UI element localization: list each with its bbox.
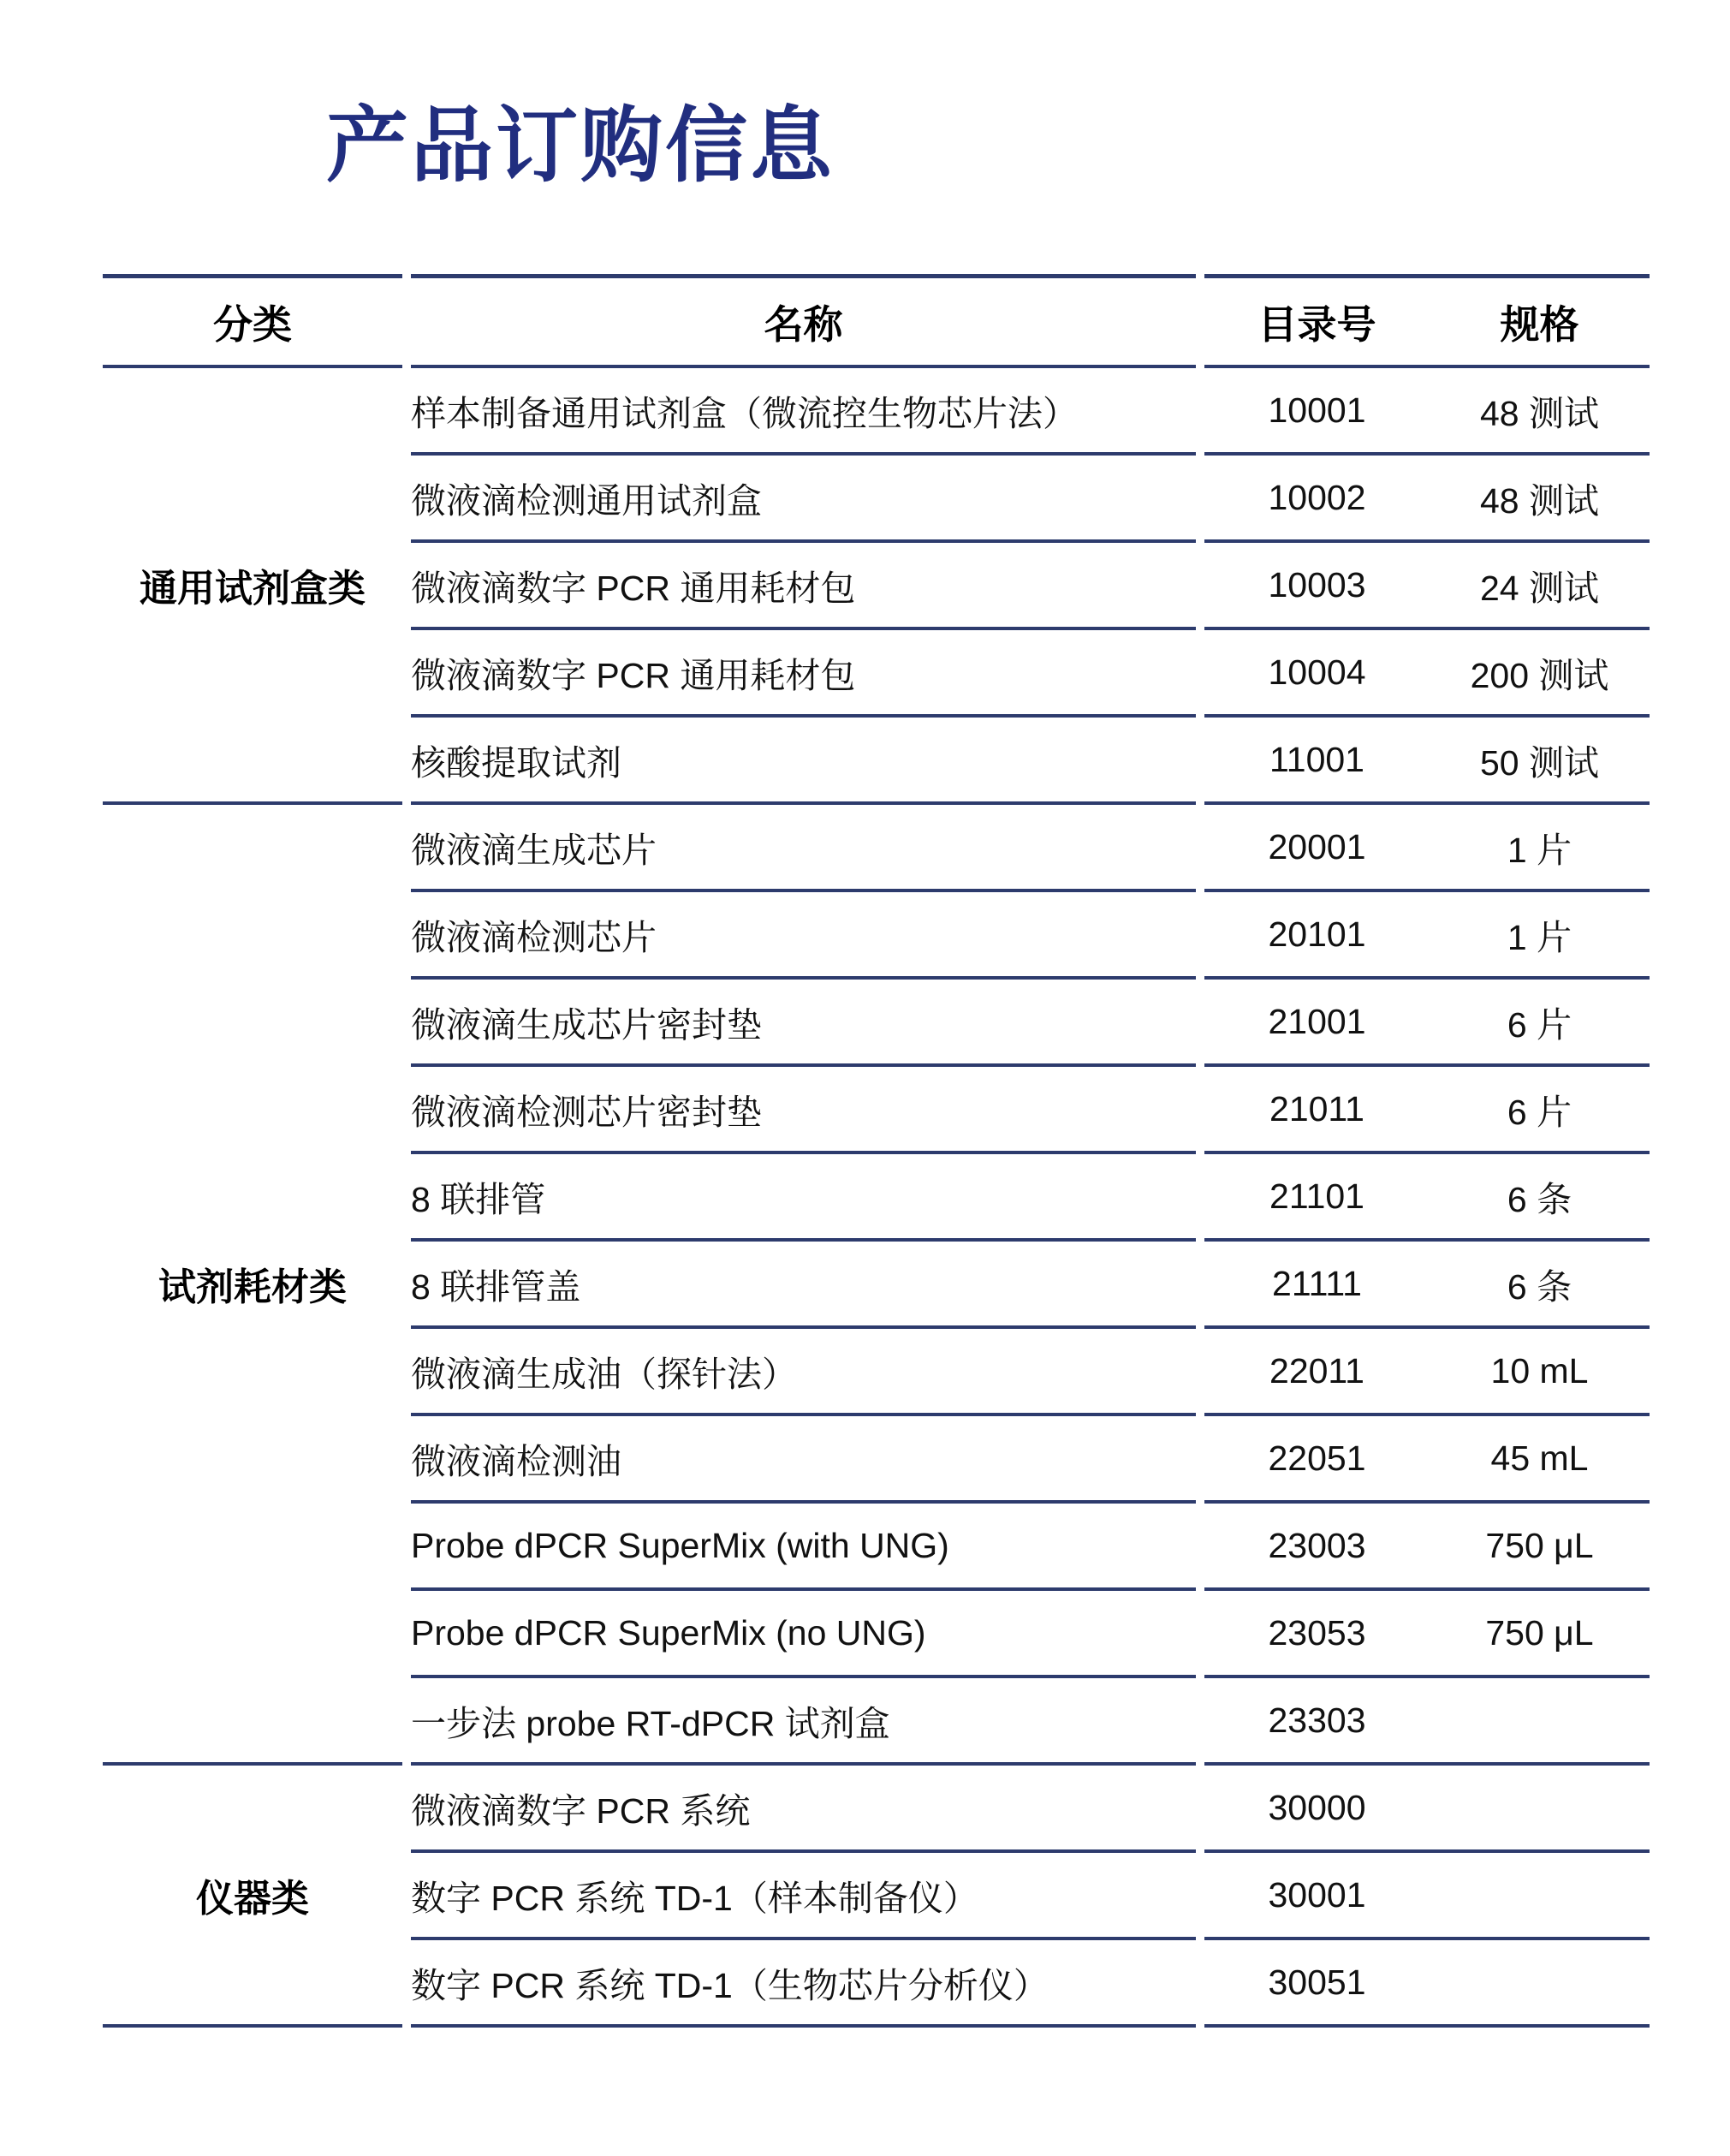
spec-cell: 6 片 bbox=[1430, 1067, 1650, 1154]
catalog-number-cell: 21111 bbox=[1204, 1242, 1430, 1329]
category-cell: 通用试剂盒类 bbox=[103, 368, 402, 805]
product-name-cell: 核酸提取试剂 bbox=[411, 718, 1196, 805]
spec-cell: 200 测试 bbox=[1430, 630, 1650, 718]
product-name-cell: 微液滴检测芯片密封垫 bbox=[411, 1067, 1196, 1154]
catalog-number-cell: 21001 bbox=[1204, 980, 1430, 1067]
column-gap bbox=[1196, 718, 1204, 805]
table-row bbox=[103, 368, 1650, 456]
spec-cell: 50 测试 bbox=[1430, 718, 1650, 805]
column-gap bbox=[402, 1416, 411, 1504]
spec-cell: 6 条 bbox=[1430, 1154, 1650, 1242]
column-gap bbox=[1196, 1242, 1204, 1329]
spec-cell: 750 μL bbox=[1430, 1591, 1650, 1678]
catalog-number-cell: 20101 bbox=[1204, 892, 1430, 980]
column-gap bbox=[402, 1766, 411, 1853]
column-gap bbox=[1196, 980, 1204, 1067]
column-gap bbox=[1196, 1940, 1204, 2028]
product-name-cell: 微液滴生成油（探针法） bbox=[411, 1329, 1196, 1416]
spec-cell: 24 测试 bbox=[1430, 543, 1650, 630]
column-gap bbox=[402, 1067, 411, 1154]
spec-cell: 1 片 bbox=[1430, 805, 1650, 892]
column-gap bbox=[402, 1940, 411, 2028]
catalog-number-cell: 30001 bbox=[1204, 1853, 1430, 1940]
catalog-number-cell: 22011 bbox=[1204, 1329, 1430, 1416]
column-gap bbox=[402, 368, 411, 456]
spec-cell: 750 μL bbox=[1430, 1504, 1650, 1591]
column-gap bbox=[1196, 630, 1204, 718]
product-name-cell: 样本制备通用试剂盒（微流控生物芯片法） bbox=[411, 368, 1196, 456]
spec-cell: 48 测试 bbox=[1430, 456, 1650, 543]
catalog-number-cell: 30000 bbox=[1204, 1766, 1430, 1853]
product-name-cell: 8 联排管 bbox=[411, 1154, 1196, 1242]
column-gap bbox=[1196, 1154, 1204, 1242]
catalog-number-cell: 22051 bbox=[1204, 1416, 1430, 1504]
product-name-cell: 微液滴检测通用试剂盒 bbox=[411, 456, 1196, 543]
column-gap bbox=[1196, 1416, 1204, 1504]
column-gap bbox=[402, 1504, 411, 1591]
column-gap bbox=[1196, 1853, 1204, 1940]
column-gap bbox=[1196, 456, 1204, 543]
header-name: 名称 bbox=[411, 274, 1196, 368]
product-name-cell: 微液滴数字 PCR 系统 bbox=[411, 1766, 1196, 1853]
page-title: 产品订购信息 bbox=[326, 100, 835, 192]
catalog-number-cell: 21011 bbox=[1204, 1067, 1430, 1154]
column-gap bbox=[402, 1853, 411, 1940]
product-order-table bbox=[103, 274, 1650, 2028]
catalog-number-cell: 10004 bbox=[1204, 630, 1430, 718]
column-gap bbox=[402, 1591, 411, 1678]
column-gap bbox=[402, 1329, 411, 1416]
catalog-number-cell: 23053 bbox=[1204, 1591, 1430, 1678]
spec-cell bbox=[1430, 1940, 1650, 2028]
column-gap bbox=[402, 718, 411, 805]
column-gap bbox=[402, 1678, 411, 1766]
product-name-cell: 微液滴生成芯片 bbox=[411, 805, 1196, 892]
column-gap bbox=[1196, 1678, 1204, 1766]
catalog-number-cell: 23003 bbox=[1204, 1504, 1430, 1591]
catalog-number-cell: 10001 bbox=[1204, 368, 1430, 456]
table-row bbox=[103, 805, 1650, 892]
header-catalog: 目录号 bbox=[1204, 274, 1430, 368]
product-name-cell: 8 联排管盖 bbox=[411, 1242, 1196, 1329]
spec-cell: 6 条 bbox=[1430, 1242, 1650, 1329]
catalog-number-cell: 21101 bbox=[1204, 1154, 1430, 1242]
product-name-cell: 微液滴检测油 bbox=[411, 1416, 1196, 1504]
column-gap bbox=[402, 456, 411, 543]
product-name-cell: 微液滴数字 PCR 通用耗材包 bbox=[411, 630, 1196, 718]
catalog-number-cell: 30051 bbox=[1204, 1940, 1430, 2028]
column-gap bbox=[1196, 274, 1204, 368]
spec-cell bbox=[1430, 1853, 1650, 1940]
column-gap bbox=[402, 630, 411, 718]
column-gap bbox=[1196, 543, 1204, 630]
catalog-number-cell: 20001 bbox=[1204, 805, 1430, 892]
column-gap bbox=[1196, 1329, 1204, 1416]
product-name-cell: 微液滴生成芯片密封垫 bbox=[411, 980, 1196, 1067]
column-gap bbox=[1196, 1067, 1204, 1154]
spec-cell: 48 测试 bbox=[1430, 368, 1650, 456]
column-gap bbox=[1196, 1504, 1204, 1591]
column-gap bbox=[402, 1154, 411, 1242]
column-gap bbox=[1196, 1766, 1204, 1853]
column-gap bbox=[1196, 892, 1204, 980]
catalog-number-cell: 10003 bbox=[1204, 543, 1430, 630]
spec-cell: 45 mL bbox=[1430, 1416, 1650, 1504]
header-category: 分类 bbox=[103, 274, 402, 368]
header-row bbox=[103, 274, 1650, 368]
column-gap bbox=[1196, 1591, 1204, 1678]
spec-cell bbox=[1430, 1766, 1650, 1853]
column-gap bbox=[402, 980, 411, 1067]
column-gap bbox=[402, 892, 411, 980]
product-name-cell: 数字 PCR 系统 TD-1（样本制备仪） bbox=[411, 1853, 1196, 1940]
product-name-cell: 微液滴数字 PCR 通用耗材包 bbox=[411, 543, 1196, 630]
spec-cell: 10 mL bbox=[1430, 1329, 1650, 1416]
catalog-number-cell: 23303 bbox=[1204, 1678, 1430, 1766]
category-cell: 仪器类 bbox=[103, 1766, 402, 2028]
product-name-cell: 数字 PCR 系统 TD-1（生物芯片分析仪） bbox=[411, 1940, 1196, 2028]
column-gap bbox=[1196, 368, 1204, 456]
column-gap bbox=[402, 543, 411, 630]
column-gap bbox=[402, 1242, 411, 1329]
category-cell: 试剂耗材类 bbox=[103, 805, 402, 1766]
column-gap bbox=[402, 274, 411, 368]
product-name-cell: Probe dPCR SuperMix (no UNG) bbox=[411, 1591, 1196, 1678]
column-gap bbox=[1196, 805, 1204, 892]
spec-cell: 1 片 bbox=[1430, 892, 1650, 980]
product-name-cell: 一步法 probe RT-dPCR 试剂盒 bbox=[411, 1678, 1196, 1766]
column-gap bbox=[402, 805, 411, 892]
catalog-number-cell: 11001 bbox=[1204, 718, 1430, 805]
spec-cell bbox=[1430, 1678, 1650, 1766]
spec-cell: 6 片 bbox=[1430, 980, 1650, 1067]
product-name-cell: Probe dPCR SuperMix (with UNG) bbox=[411, 1504, 1196, 1591]
header-spec: 规格 bbox=[1430, 274, 1650, 368]
catalog-number-cell: 10002 bbox=[1204, 456, 1430, 543]
table-row bbox=[103, 1766, 1650, 1853]
product-name-cell: 微液滴检测芯片 bbox=[411, 892, 1196, 980]
